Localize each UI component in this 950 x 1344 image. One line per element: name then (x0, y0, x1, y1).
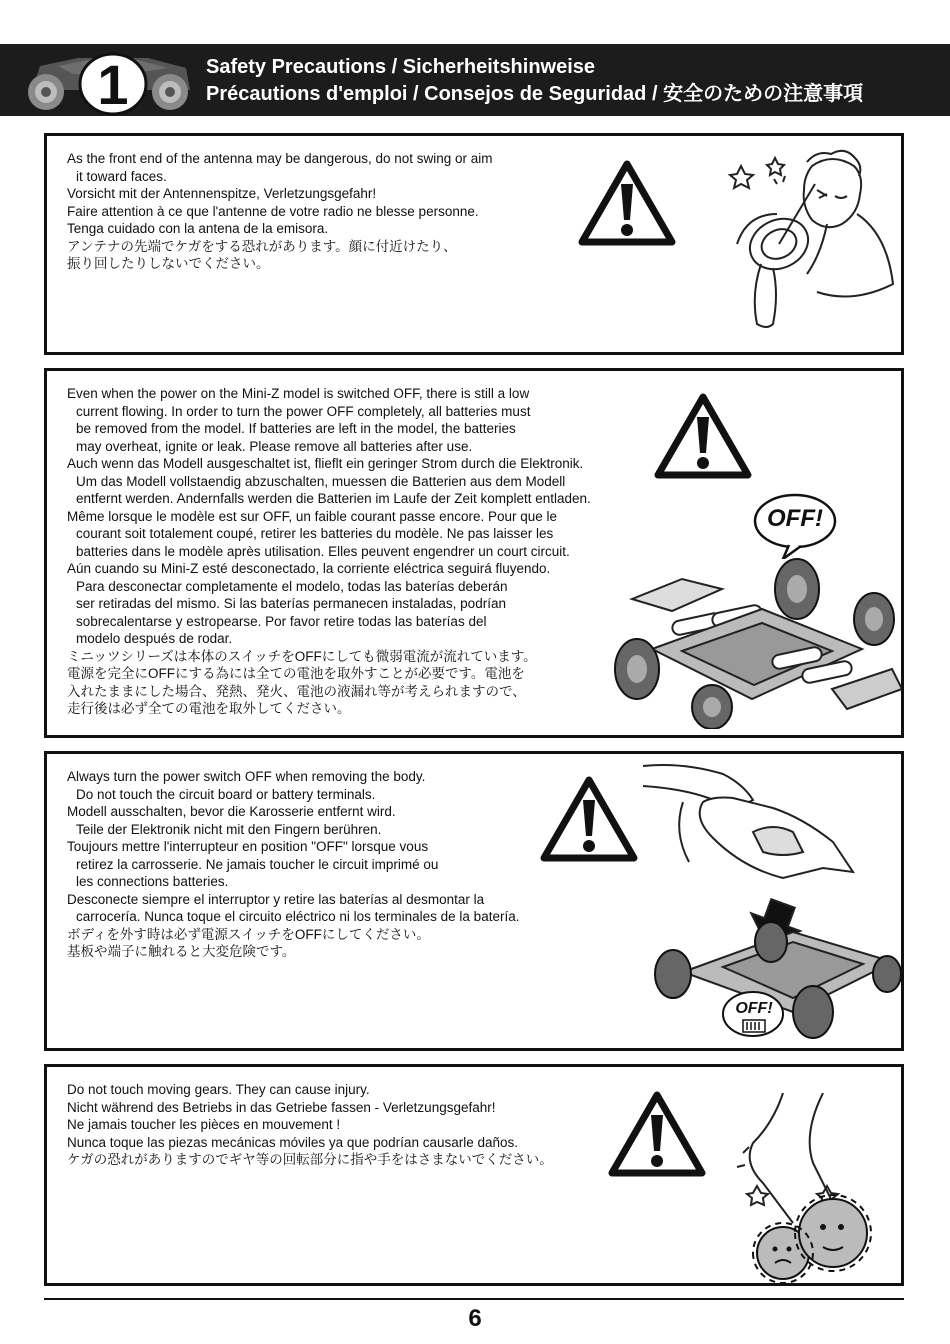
text-line: modelo después de rodar. (76, 631, 233, 646)
chassis-battery-removal-illustration (602, 539, 902, 729)
text-line: ボディを外す時は必ず電源スイッチをOFFにしてください。 (67, 926, 430, 942)
text-line: batteries dans le modèle après utilisation. Elles peuvent engendrer un court circuit. (76, 543, 570, 559)
text-line: it toward faces. (76, 168, 167, 184)
warning-text (67, 768, 519, 961)
off-callout-text: OFF! (767, 505, 823, 532)
text-line: Même lorsque le modèle est sur OFF, un faible courant passe encore. Pour que le (67, 508, 558, 524)
off-callout-text: OFF! (735, 1000, 773, 1017)
text-line: Teile der Elektronik nicht mit den Fingern berühren. (76, 821, 382, 837)
text-line: courant soit totalement coupé, retirer les batteries du modèle. Ne pas laisser les (76, 526, 554, 541)
text-line: Aún cuando su Mini-Z esté desconectado, la corriente eléctrica seguirá fluyendo. (67, 561, 551, 576)
wheel-icon (152, 74, 188, 110)
text-line: Para desconectar completamente el modelo, todas las baterías deberán (76, 578, 508, 594)
text-line: Auch wenn das Modell ausgeschaltet ist, flieflt ein geringer Strom durch die Elektronik. (67, 456, 584, 471)
text-line: 基板や端子に触れると大変危険です。 (67, 944, 296, 959)
text-line: ミニッツシリーズは本体のスイッチをOFFにしても微弱電流が流れています。 (67, 648, 537, 664)
page-number: 6 (468, 1305, 482, 1332)
text-line: As the front end of the antenna may be dangerous, do not swing or aim (67, 151, 493, 166)
footer-divider (44, 1298, 904, 1300)
text-line: be removed from the model. If batteries are left in the model, the batteries (76, 421, 516, 436)
hand-gears-illustration (723, 1093, 893, 1283)
text-line: Do not touch the circuit board or battery terminals. (76, 786, 376, 802)
warning-text (67, 150, 493, 273)
text-line: 振り回したりしないでください。 (67, 256, 270, 271)
warning-triangle-icon (577, 158, 677, 248)
text-line: Do not touch moving gears. They can cause injury. (67, 1082, 370, 1097)
text-line: Um das Modell vollstaendig abzuschalten, muessen die Batterien aus dem Modell (76, 473, 566, 489)
text-line: 電源を完全にOFFにする為には全ての電池を取外すことが必要です。電池を (67, 666, 525, 681)
text-line: sobrecalentarse y estropearse. Por favor retire todas las baterías del (76, 613, 487, 629)
section-header (0, 44, 950, 116)
text-line: アンテナの先端でケガをする恐れがあります。顔に付近けたり、 (67, 238, 457, 254)
warning-triangle-icon (653, 391, 753, 481)
text-line: Vorsicht mit der Antennenspitze, Verletzungsgefahr! (67, 186, 377, 201)
text-line: Nicht während des Betriebs in das Getriebe fassen - Verletzungsgefahr! (67, 1099, 496, 1115)
warning-triangle-icon (607, 1089, 707, 1179)
wheel-icon (28, 74, 64, 110)
text-line: ser retiradas del mismo. Si las baterías permanecen instaladas, podrían (76, 596, 506, 611)
text-line: current flowing. In order to turn the power OFF completely, all batteries must (76, 403, 531, 419)
warning-box-batteries (44, 368, 904, 738)
text-line: entfernt werden. Andernfalls werden die Batterien im Laufe der Zeit komplett entladen. (76, 491, 591, 506)
text-line: Toujours mettre l'interrupteur en position "OFF" lorsque vous (67, 839, 429, 854)
warning-box-gears (44, 1064, 904, 1286)
warning-text (67, 385, 591, 718)
warning-text (67, 1081, 553, 1169)
title-line-2: Précautions d'emploi / Consejos de Seguridad / 安全のための注意事項 (206, 83, 864, 105)
text-line: Even when the power on the Mini-Z model is switched OFF, there is still a low (67, 386, 530, 401)
text-line: ケガの恐れがありますのでギヤ等の回転部分に指や手をはさまないでください。 (67, 1152, 553, 1167)
text-line: carrocería. Nunca toque el circuito eléctrico ni los terminales de la batería. (76, 909, 520, 924)
person-antenna-illustration (717, 144, 897, 334)
step-number: 1 (97, 53, 129, 116)
title-line-1: Safety Precautions / Sicherheitshinweise (206, 56, 596, 78)
text-line: Faire attention à ce que l'antenne de votre radio ne blesse personne. (67, 203, 479, 219)
text-line: 入れたままにした場合、発熱、発火、電池の液漏れ等が考えられますので、 (67, 683, 526, 699)
text-line: Nunca toque las piezas mecánicas móviles ya que podrían causarle daños. (67, 1134, 519, 1150)
text-line: les connections batteries. (76, 874, 229, 889)
text-line: Tenga cuidado con la antena de la emisora. (67, 221, 329, 236)
text-line: retirez la carrosserie. Ne jamais toucher le circuit imprimé ou (76, 856, 439, 872)
page-title (206, 54, 863, 108)
text-line: Desconecte siempre el interruptor y retire las baterías al desmontar la (67, 891, 485, 907)
text-line: Always turn the power switch OFF when removing the body. (67, 769, 426, 784)
step-emblem-car-icon (18, 44, 198, 116)
text-line: 走行後は必ず全ての電池を取外してください。 (67, 701, 351, 716)
warning-triangle-icon (539, 774, 639, 864)
warning-box-antenna (44, 133, 904, 355)
warning-box-body-removal (44, 751, 904, 1051)
text-line: Modell ausschalten, bevor die Karosserie entfernt wird. (67, 804, 396, 819)
text-line: Ne jamais toucher les pièces en mouvement ! (67, 1117, 341, 1132)
text-line: may overheat, ignite or leak. Please remove all batteries after use. (76, 438, 473, 454)
